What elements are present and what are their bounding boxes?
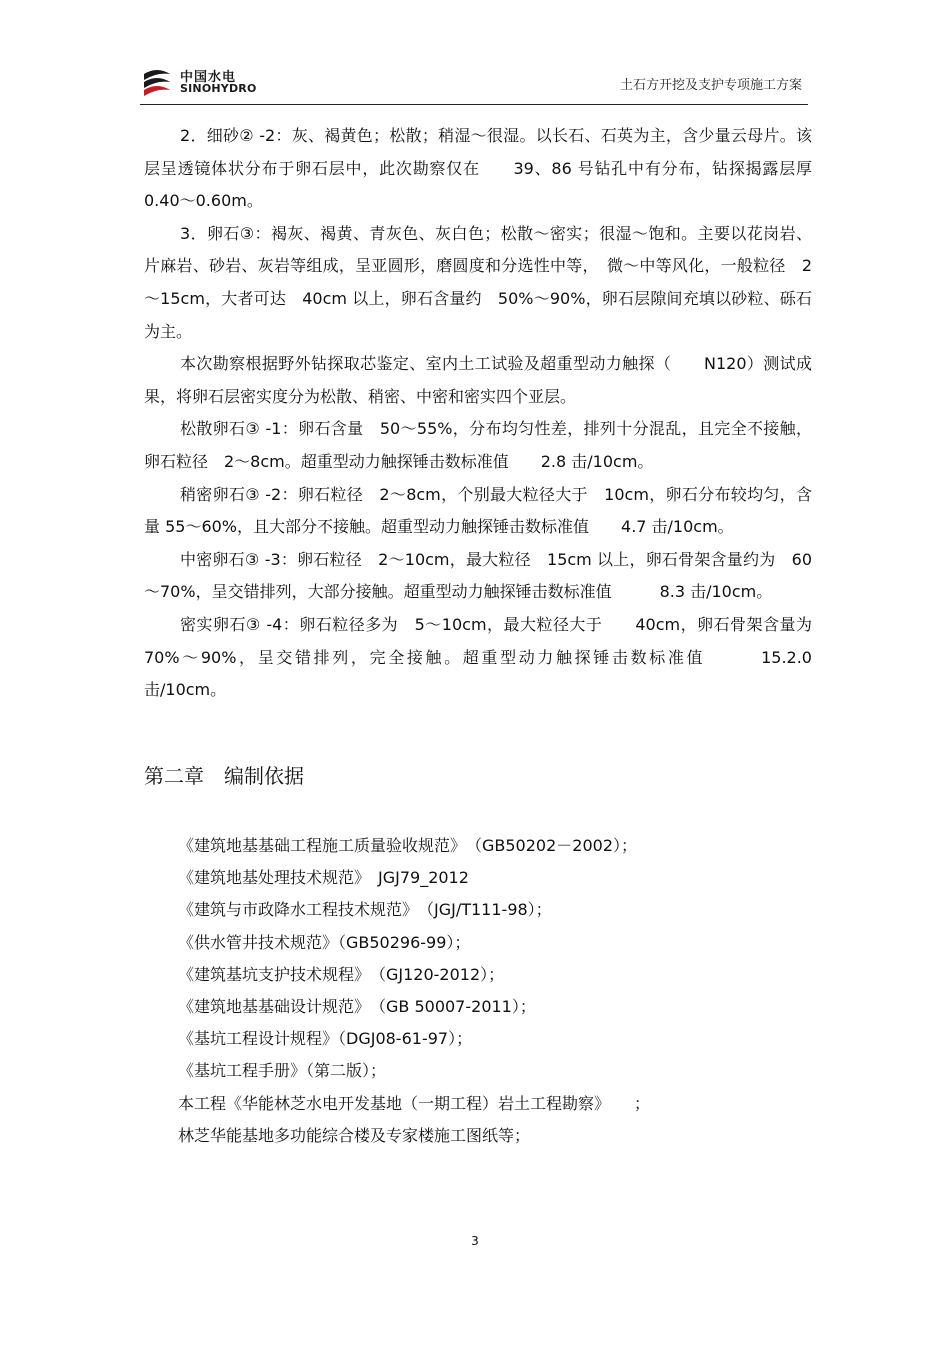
reference-item: 林芝华能基地多功能综合楼及专家楼施工图纸等； [178, 1125, 531, 1145]
paragraph: 密实卵石③ -4：卵石粒径多为 5～10cm，最大粒径大于 40cm，卵石骨架含量为 70%～90%，呈交错排列，完全接触。超重型动力触探锤击数标准值 15.2.0 击/10cm。 [144, 614, 812, 700]
reference-item: 《建筑地基基础工程施工质量验收规范》 （GB50202－2002）； [178, 836, 637, 855]
body-text [144, 120, 829, 707]
paragraph: 2．细砂② -2：灰、褐黄色；松散；稍湿～很湿。以长石、石英为主，含少量云母片。该层呈透镜体状分布于卵石层中，此次勘察仅在 39、86 号钻孔中有分布，钻探揭露层厚 0.40～0.60m。 [144, 126, 829, 211]
sinohydro-logo-icon [140, 64, 174, 98]
reference-item: 《基坑工程手册》（第二版）； [178, 1061, 387, 1081]
document-title: 土石方开挖及支护专项施工方案 [619, 78, 802, 93]
chapter-heading: 第二章 编制依据 [144, 764, 304, 788]
reference-item: 《供水管井技术规范》（GB50296-99）； [178, 932, 471, 952]
reference-item: 《建筑地基基础设计规范》 （GB 50007-2011）； [178, 997, 536, 1017]
paragraph: 中密卵石③ -3：卵石粒径 2～10cm，最大粒径 15cm 以上，卵石骨架含量约为 60～70%，呈交错排列，大部分接触。超重型动力触探锤击数标准值 8.3 击/10cm。 [144, 549, 812, 602]
reference-item: 《建筑与市政降水工程技术规范》 （JGJ/T111-98）； [178, 900, 552, 920]
reference-item: 本工程《华能林芝水电开发基地（一期工程）岩土工程勘察》 ； [178, 1093, 651, 1113]
page-number: 3 [471, 1234, 479, 1248]
logo-chinese-text: 中国水电 [180, 70, 237, 85]
page-header [140, 60, 808, 105]
reference-item: 《基坑工程设计规程》（DGJ08-61-97）； [178, 1029, 473, 1049]
reference-item: 《建筑基坑支护技术规程》 （GJ120-2012）； [178, 964, 505, 984]
paragraph: 本次勘察根据野外钻探取芯鉴定、室内土工试验及超重型动力触探（ N120）测试成果，将卵石层密实度分为松散、稍密、中密和密实四个亚层。 [144, 354, 812, 406]
sinohydro-logo [140, 64, 260, 100]
reference-list [178, 830, 798, 1152]
paragraph: 松散卵石③ -1：卵石含量 50～55%，分布均匀性差，排列十分混乱，且完全不接触，卵石粒径 2～8cm。超重型动力触探锤击数标准值 2.8 击/10cm。 [144, 419, 812, 471]
reference-item: 《建筑地基处理技术规范》 JGJ79_2012 [178, 868, 469, 888]
logo-english-text: SINOHYDRO [180, 82, 257, 95]
paragraph: 稍密卵石③ -2：卵石粒径 2～8cm，个别最大粒径大于 10cm，卵石分布较均匀，含量 55～60%，且大部分不接触。超重型动力触探锤击数标准值 4.7 击/10cm。 [144, 484, 812, 537]
paragraph: 3．卵石③：褐灰、褐黄、青灰色、灰白色；松散～密实；很湿～饱和。主要以花岗岩、片麻岩、砂岩、灰岩等组成，呈亚圆形，磨圆度和分选性中等， 微～中等风化，一般粒径 2～15cm，大者可达 40cm 以上，卵石含量约 50%～90%，卵石层隙间充填以砂粒、砾石为主。 [144, 223, 812, 341]
